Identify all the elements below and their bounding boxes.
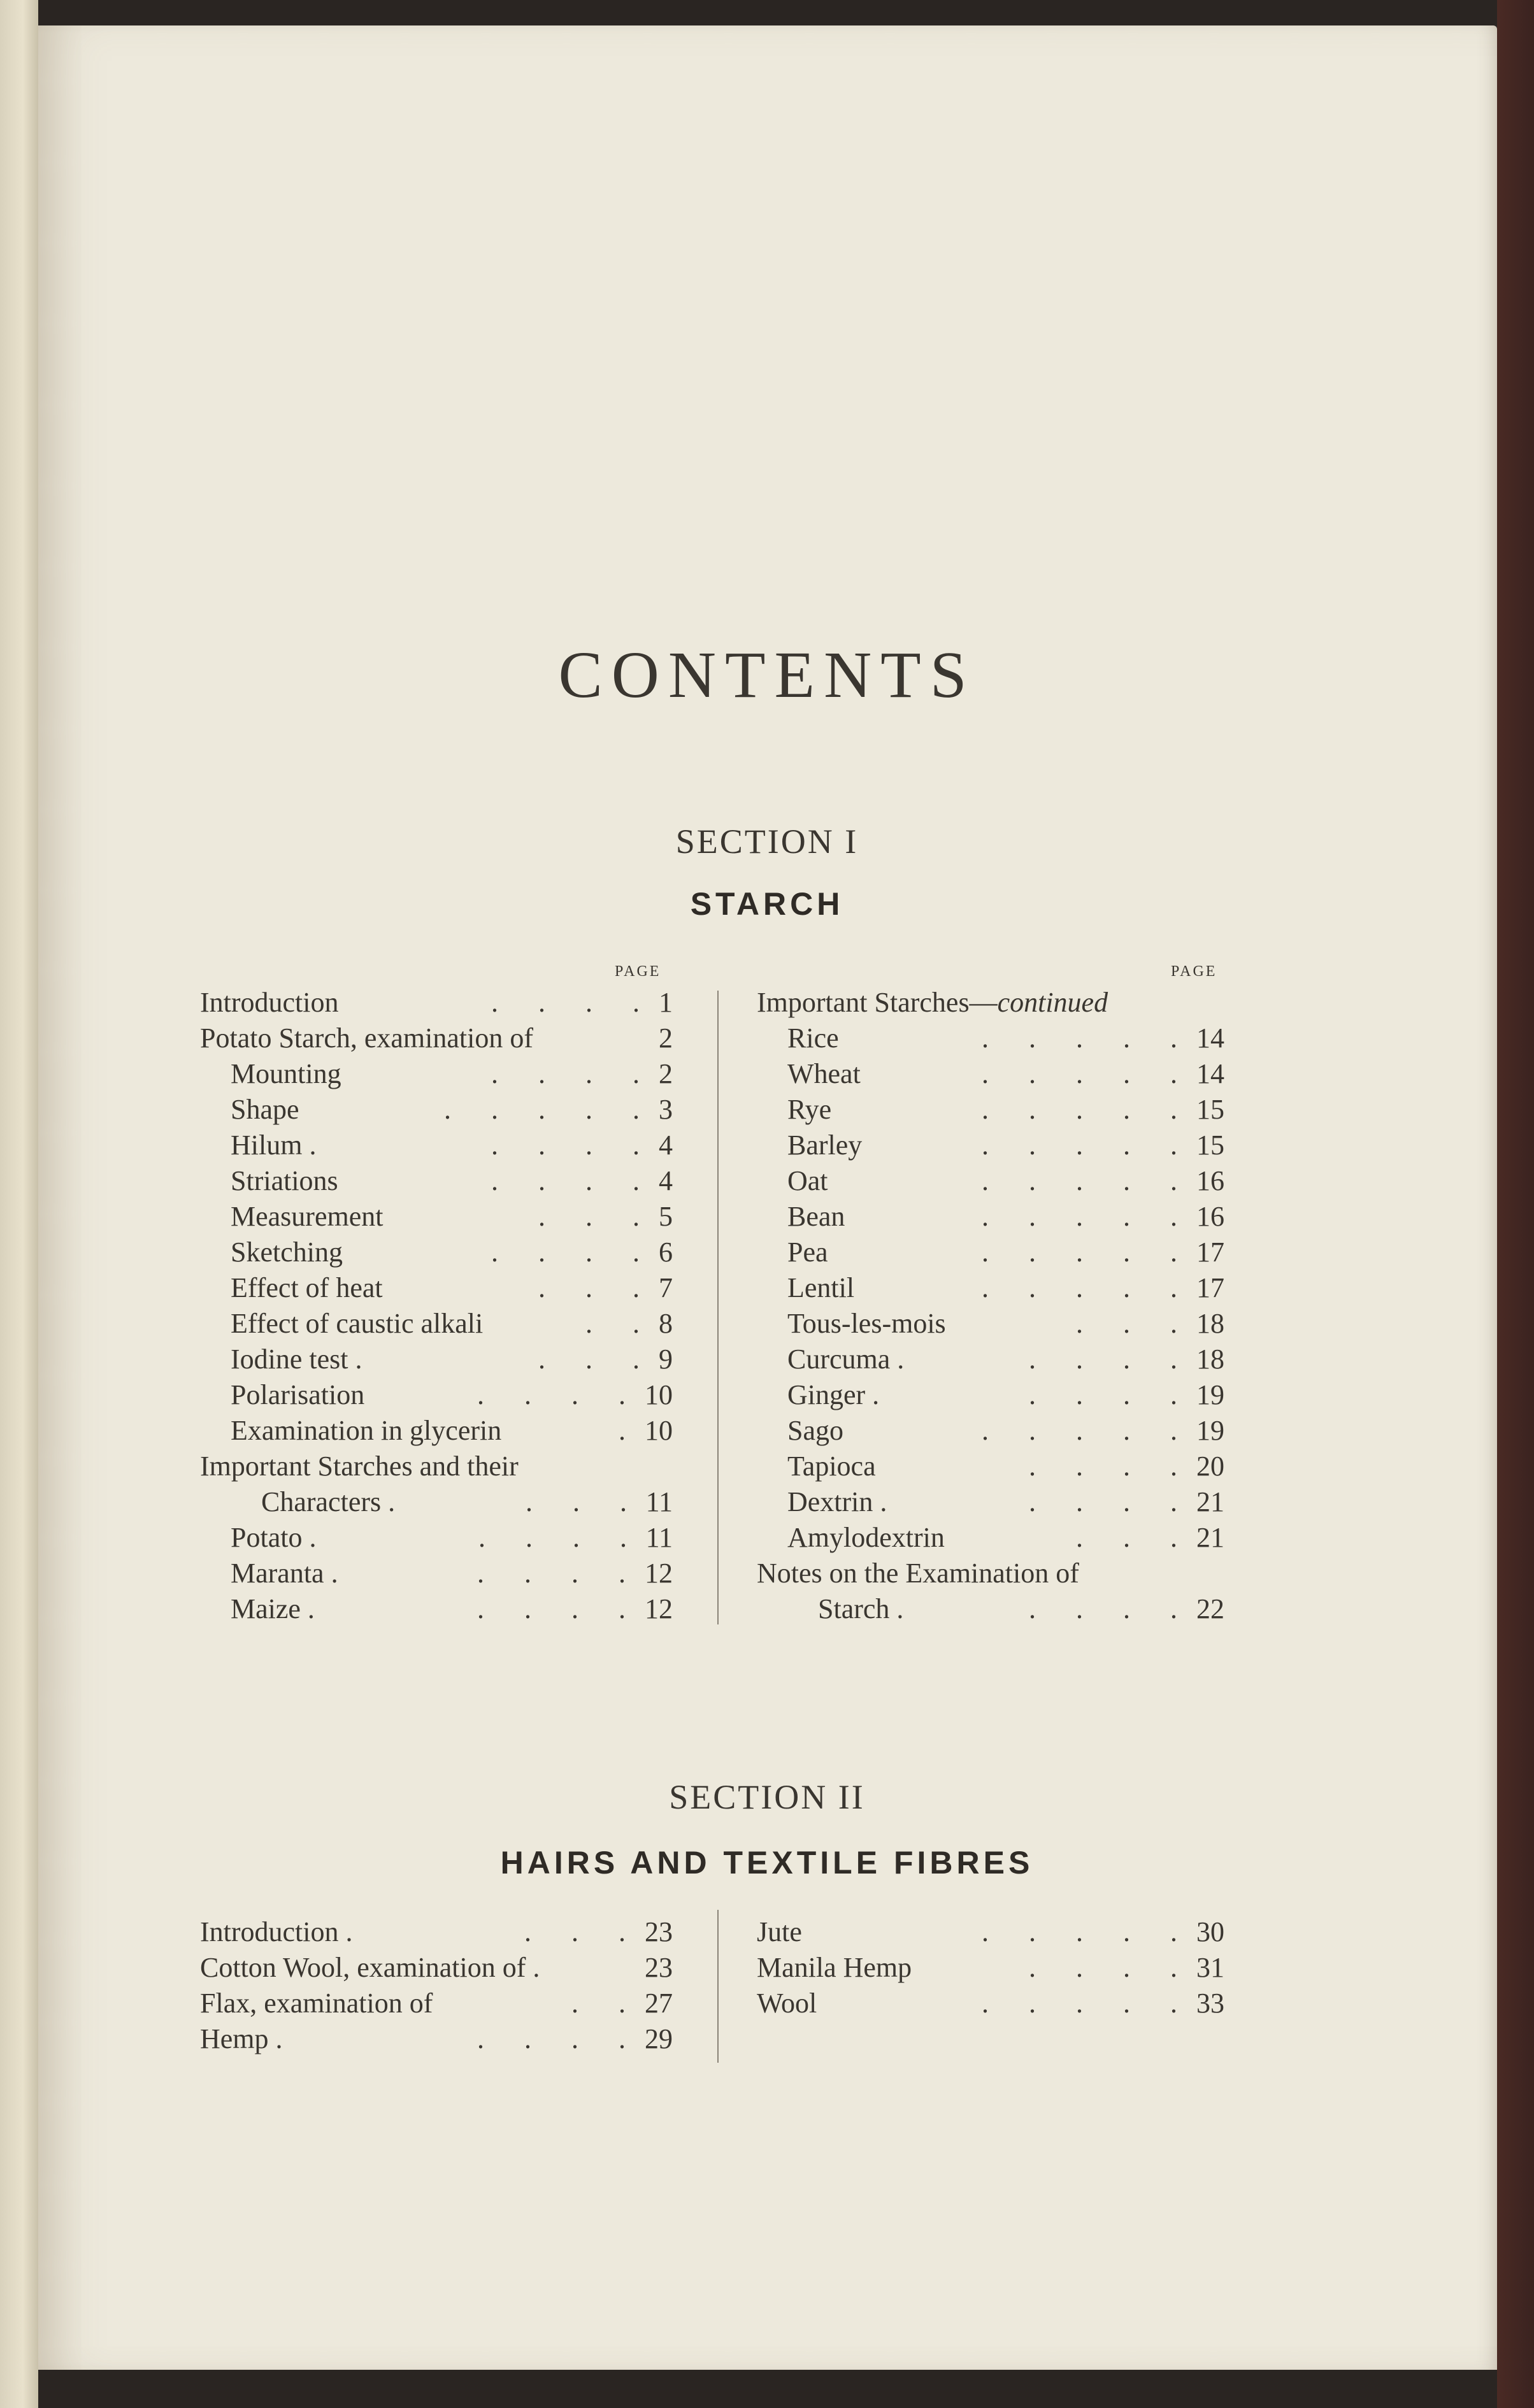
column-divider-2: [717, 1910, 719, 2063]
toc-entry-leader: . . . .: [1029, 1451, 1194, 1482]
toc-entry: [200, 1591, 673, 1627]
toc-entry: [200, 1235, 673, 1270]
toc-entry-label: Introduction: [200, 987, 339, 1018]
toc-entry-page: 4: [659, 1165, 673, 1196]
toc-entry-page: 29: [645, 2023, 673, 2054]
toc-entry-label: Iodine test .: [231, 1344, 362, 1375]
toc-entry: [757, 1342, 1224, 1377]
right-header-italic: continued: [997, 987, 1108, 1018]
toc-entry-page: 14: [1196, 1022, 1224, 1054]
toc-entry-label: Effect of caustic alkali: [231, 1308, 484, 1339]
toc-entry-leader: . . . . .: [982, 1165, 1194, 1196]
toc-entry-label: Potato Starch, examination of: [200, 1022, 533, 1054]
toc-entry-leader: . . . . .: [982, 1415, 1194, 1446]
toc-entry-page: 2: [659, 1022, 673, 1054]
toc-entry-leader: . . . . .: [982, 1201, 1194, 1232]
toc-entry: [757, 1591, 1224, 1627]
toc-entry-page: 12: [645, 1558, 673, 1589]
toc-entry-label: Oat: [787, 1165, 828, 1196]
toc-entry-leader: . . .: [526, 1486, 643, 1517]
toc-entry-page: 3: [659, 1094, 673, 1125]
toc-entry-label: Barley: [787, 1129, 863, 1161]
toc-entry-label: Notes on the Examination of: [757, 1558, 1079, 1589]
toc-entry: [757, 1914, 1224, 1950]
toc-entry-page: 18: [1196, 1344, 1224, 1375]
toc-entry-leader: . . .: [1076, 1522, 1194, 1553]
toc-entry-leader: . . . . .: [982, 1022, 1194, 1054]
toc-entry: [757, 1556, 1224, 1591]
toc-entry-leader: . . . .: [491, 1236, 656, 1268]
toc-entry-page: 17: [1196, 1236, 1224, 1268]
toc-entry-leader: . . . .: [1029, 1952, 1194, 1983]
toc-entry-label: Curcuma .: [787, 1344, 905, 1375]
toc-entry-leader: . . . . .: [982, 1272, 1194, 1303]
toc-entry: [757, 1199, 1224, 1235]
toc-entry-page: 15: [1196, 1094, 1224, 1125]
toc-entry-leader: . . . . .: [982, 1236, 1194, 1268]
toc-entry: [200, 1413, 673, 1449]
toc-entry-leader: . . . .: [491, 1165, 656, 1196]
toc-entry-leader: . . . .: [1029, 1593, 1194, 1624]
toc-entry-leader: . . . . .: [982, 1916, 1194, 1947]
toc-entry-label: Sago: [787, 1415, 843, 1446]
toc-entry-leader: . . .: [1076, 1308, 1194, 1339]
toc-entry: [200, 1986, 673, 2021]
toc-entry: [200, 1377, 673, 1413]
toc-entry-label: Ginger .: [787, 1379, 880, 1410]
toc-entry-label: Polarisation: [231, 1379, 365, 1410]
toc-entry-page: 12: [645, 1593, 673, 1624]
section-2-subheading: HAIRS AND TEXTILE FIBRES: [500, 1845, 1034, 1881]
right-column-header: [757, 985, 1224, 1021]
toc-entry-page: 22: [1196, 1593, 1224, 1624]
toc-entry-label: Hilum .: [231, 1129, 317, 1161]
toc-entry-page: 27: [645, 1988, 673, 2019]
toc-entry: [200, 1556, 673, 1591]
toc-entry-label: Cotton Wool, examination of .: [200, 1952, 540, 1983]
toc-entry-label: Jute: [757, 1916, 802, 1947]
cover-edge: [1497, 0, 1534, 2408]
toc-entry-page: 15: [1196, 1129, 1224, 1161]
toc-entry-page: 19: [1196, 1379, 1224, 1410]
toc-entry: [200, 1056, 673, 1092]
toc-entry: [757, 1021, 1224, 1056]
toc-entry-label: Wool: [757, 1988, 817, 2019]
toc-entry-leader: . . . .: [491, 1058, 656, 1089]
toc-entry-label: Dextrin .: [787, 1486, 887, 1517]
toc-entry-page: 23: [645, 1916, 673, 1947]
toc-entry-leader: . . .: [524, 1916, 642, 1947]
toc-entry-page: 16: [1196, 1165, 1224, 1196]
book-edge: [0, 0, 38, 2408]
section-1-left-column: [200, 985, 673, 1627]
toc-entry: [200, 1021, 673, 1056]
toc-entry: [200, 1163, 673, 1199]
toc-entry-label: Effect of heat: [231, 1272, 383, 1303]
toc-entry-label: Lentil: [787, 1272, 855, 1303]
toc-entry: [200, 1092, 673, 1128]
section-1-subheading: STARCH: [690, 886, 844, 922]
toc-entry-leader: .: [619, 1415, 642, 1446]
toc-entry-label: Pea: [787, 1236, 828, 1268]
toc-entry-page: 18: [1196, 1308, 1224, 1339]
toc-entry: [757, 1092, 1224, 1128]
toc-entry-label: Potato .: [231, 1522, 317, 1553]
toc-entry: [757, 1484, 1224, 1520]
toc-entry: [200, 1950, 673, 1986]
toc-entry-page: 11: [645, 1522, 673, 1553]
toc-entry-leader: . . . .: [477, 1379, 642, 1410]
toc-entry-label: Wheat: [787, 1058, 861, 1089]
toc-entry-label: Characters .: [261, 1486, 396, 1517]
toc-entry-label: Shape: [231, 1094, 299, 1125]
toc-entry-label: Bean: [787, 1201, 845, 1232]
toc-entry-label: Amylodextrin: [787, 1522, 945, 1553]
toc-entry: [200, 1342, 673, 1377]
toc-entry-page: 21: [1196, 1522, 1224, 1553]
toc-entry: [757, 1270, 1224, 1306]
toc-entry-leader: . . .: [538, 1201, 656, 1232]
toc-entry: [757, 1413, 1224, 1449]
toc-entry-page: 10: [645, 1379, 673, 1410]
toc-entry-page: 7: [659, 1272, 673, 1303]
toc-entry-leader: . . . . .: [982, 1129, 1194, 1161]
toc-entry: [200, 1520, 673, 1556]
toc-entry: [757, 1128, 1224, 1163]
column-divider: [717, 991, 719, 1624]
toc-entry-label: Sketching: [231, 1236, 343, 1268]
toc-entry-page: 31: [1196, 1952, 1224, 1983]
toc-entry: [757, 1449, 1224, 1484]
toc-entry-leader: . . . .: [1029, 1486, 1194, 1517]
toc-entry-page: 9: [659, 1344, 673, 1375]
toc-entry-page: 30: [1196, 1916, 1224, 1947]
contents-title: CONTENTS: [558, 638, 976, 712]
toc-entry-leader: . . . .: [478, 1522, 643, 1553]
toc-entry: [757, 1163, 1224, 1199]
toc-entry-page: 11: [645, 1486, 673, 1517]
toc-entry: [757, 1056, 1224, 1092]
toc-entry-page: 21: [1196, 1486, 1224, 1517]
toc-entry-page: 33: [1196, 1988, 1224, 2019]
toc-entry-leader: . . . .: [477, 1593, 642, 1624]
toc-entry-leader: . . . . .: [444, 1094, 656, 1125]
toc-entry-label: Introduction .: [200, 1916, 353, 1947]
toc-entry-leader: . . . .: [1029, 1344, 1194, 1375]
toc-entry-leader: . . . . .: [982, 1058, 1194, 1089]
toc-entry-page: 17: [1196, 1272, 1224, 1303]
toc-entry: [200, 1484, 673, 1520]
toc-entry: [757, 1950, 1224, 1986]
toc-entry-page: 6: [659, 1236, 673, 1268]
section-2-right-column: [757, 1914, 1224, 2021]
toc-entry: [757, 1520, 1224, 1556]
toc-entry-leader: . . .: [538, 1344, 656, 1375]
section-2-heading: SECTION II: [669, 1778, 865, 1816]
toc-entry-leader: . . . . .: [982, 1988, 1194, 2019]
toc-entry-leader: . . . .: [477, 2023, 642, 2054]
toc-entry-label: Starch .: [818, 1593, 904, 1624]
toc-entry-leader: . . . .: [477, 1558, 642, 1589]
toc-entry-page: 14: [1196, 1058, 1224, 1089]
toc-entry: [200, 1199, 673, 1235]
toc-entry: [200, 1128, 673, 1163]
toc-entry-label: Examination in glycerin: [231, 1415, 502, 1446]
toc-entry-label: Mounting: [231, 1058, 341, 1089]
toc-entry-page: 1: [659, 987, 673, 1018]
toc-entry: [200, 1270, 673, 1306]
toc-entry: [200, 985, 673, 1021]
toc-entry: [200, 1449, 673, 1484]
toc-entry-label: Tous-les-mois: [787, 1308, 946, 1339]
toc-entry-label: Measurement: [231, 1201, 384, 1232]
toc-entry: [757, 1235, 1224, 1270]
toc-entry-leader: . . . .: [491, 1129, 656, 1161]
toc-entry-label: Rye: [787, 1094, 832, 1125]
toc-entry-leader: . . . . .: [982, 1094, 1194, 1125]
toc-entry-page: 2: [659, 1058, 673, 1089]
toc-entry-label: Hemp .: [200, 2023, 283, 2054]
toc-entry-label: Striations: [231, 1165, 338, 1196]
toc-entry: [757, 1306, 1224, 1342]
section-1-right-column: [757, 985, 1224, 1627]
toc-entry-label: Important Starches and their: [200, 1451, 519, 1482]
toc-entry-page: 23: [645, 1952, 673, 1983]
section-2-left-column: [200, 1914, 673, 2057]
toc-entry: [200, 1306, 673, 1342]
toc-entry-page: 4: [659, 1129, 673, 1161]
toc-entry-page: 5: [659, 1201, 673, 1232]
toc-entry-page: 16: [1196, 1201, 1224, 1232]
toc-entry: [200, 2021, 673, 2057]
toc-entry: [757, 1986, 1224, 2021]
section-1-heading: SECTION I: [675, 822, 859, 861]
toc-entry: [200, 1914, 673, 1950]
toc-entry-label: Rice: [787, 1022, 839, 1054]
toc-entry-label: Maranta .: [231, 1558, 338, 1589]
toc-entry-page: 20: [1196, 1451, 1224, 1482]
toc-entry-label: Manila Hemp: [757, 1952, 912, 1983]
right-header-text: Important Starches—: [757, 987, 998, 1018]
toc-entry-leader: . .: [571, 1988, 642, 2019]
page-column-label-left: PAGE: [615, 963, 661, 980]
toc-entry-page: 8: [659, 1308, 673, 1339]
toc-entry-label: Maize .: [231, 1593, 315, 1624]
toc-entry: [757, 1377, 1224, 1413]
toc-entry-page: 10: [645, 1415, 673, 1446]
toc-entry-leader: . . . .: [491, 987, 656, 1018]
page-column-label-right: PAGE: [1171, 963, 1217, 980]
toc-entry-leader: . . . .: [1029, 1379, 1194, 1410]
toc-entry-leader: . . .: [538, 1272, 656, 1303]
toc-entry-leader: . .: [585, 1308, 656, 1339]
toc-entry-page: 19: [1196, 1415, 1224, 1446]
toc-entry-label: Tapioca: [787, 1451, 876, 1482]
toc-entry-label: Flax, examination of: [200, 1988, 433, 2019]
